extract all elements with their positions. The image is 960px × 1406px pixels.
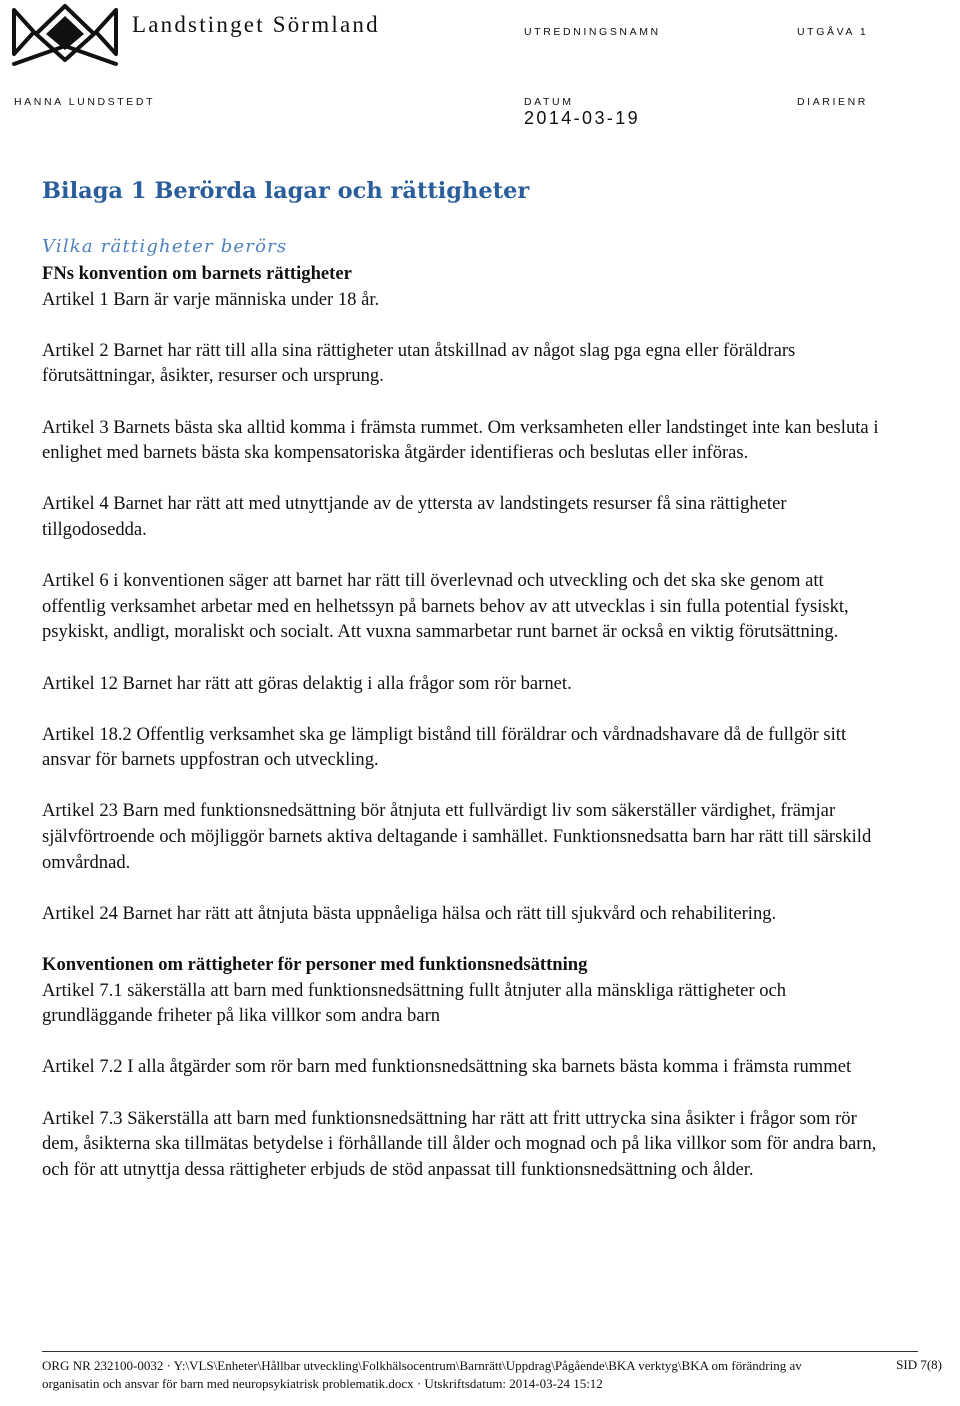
footer-document-info: ORG NR 232100-0032 · Y:\VLS\Enheter\Hållbar utveckling\Folkhälsocentrum\Barnrätt\Uppdrag\Pågående\BKA verktyg\BKA om förändring av organisatin och ansvar för barn med neuropsykiatrisk problematik.docx · Utskriftsdatum: 2014-03-24 15:12 xyxy=(42,1358,802,1391)
paragraph-artikel-1: Artikel 1 Barn är varje människa under 18 år. xyxy=(42,288,380,310)
utredningsnamn-label: UTREDNINGSNAMN xyxy=(524,26,661,38)
landstinget-logo-icon xyxy=(8,2,122,74)
paragraph-artikel-3: Artikel 3 Barnets bästa ska alltid komma i främsta rummet. Om verksamheten eller landstinget inte kan besluta i enlighet med barnets bästa ska kompensatoriska åtgärder identifieras och beslutas eller införas. xyxy=(42,416,879,464)
paragraph-artikel-24: Artikel 24 Barnet har rätt att åtnjuta bästa uppnåeliga hälsa och rätt till sjukvård och rehabilitering. xyxy=(42,902,777,924)
paragraph-artikel-4: Artikel 4 Barnet har rätt att med utnyttjande av de yttersta av landstingets resurser få sina rättigheter tillgodosedda. xyxy=(42,493,787,540)
page-number: SID 7(8) xyxy=(896,1357,942,1372)
document-date: 2014-03-19 xyxy=(524,108,641,128)
diarienr-label: DIARIENR xyxy=(797,96,868,108)
document-body xyxy=(42,261,892,1182)
section-heading-barnkonventionen: FNs konvention om barnets rättigheter xyxy=(42,263,352,284)
paragraph-artikel-7-2: Artikel 7.2 I alla åtgärder som rör barn med funktionsnedsättning ska barnets bästa komma i främsta rummet xyxy=(42,1056,852,1078)
paragraph-artikel-6: Artikel 6 i konventionen säger att barnet har rätt till överlevnad och utveckling och det ska ske genom att offentlig verksamhet arbetar med en helhetssyn på barnets behov av att utvecklas i sin fulla potential fysiskt, psykiskt, andligt, moraliskt och socialt. Att vuxna sammarbetar runt barnet är också en viktig förutsättning. xyxy=(42,570,849,643)
paragraph-artikel-12: Artikel 12 Barnet har rätt att göras delaktig i alla frågor som rör barnet. xyxy=(42,672,572,694)
document-title: Bilaga 1 Berörda lagar och rättigheter xyxy=(42,178,530,204)
paragraph-artikel-18-2: Artikel 18.2 Offentlig verksamhet ska ge lämpligt bistånd till föräldrar och vårdnadshavare då de fullgör sitt ansvar för barnets uppfostran och utveckling. xyxy=(42,723,847,771)
section-heading-funktionsrattskonventionen: Konventionen om rättigheter för personer med funktionsnedsättning xyxy=(42,954,588,976)
datum-label: DATUM xyxy=(524,96,574,108)
footer-divider xyxy=(42,1351,918,1352)
paragraph-artikel-23: Artikel 23 Barn med funktionsnedsättning bör åtnjuta ett fullvärdigt liv som säkerställer värdighet, främjar självförtroende och möjliggör barnets aktiva deltagande i samhället. Funktionsnedsatta barn har rätt till särskild omvårdnad. xyxy=(42,800,872,873)
author-name: HANNA LUNDSTEDT xyxy=(14,96,156,108)
paragraph-artikel-7-3: Artikel 7.3 Säkerställa att barn med funktionsnedsättning har rätt att fritt uttrycka sina åsikter i frågor som rör dem, åsikterna ska tillmätas betydelse i förhållande till ålder och mognad och på lika villkor som för andra barn, och för att utnyttja dessa rättigheter erbjuds de stöd anpassat till funktionsnedsättning och ålder. xyxy=(42,1107,877,1180)
utgava-label: UTGÅVA 1 xyxy=(797,26,869,38)
organization-name: Landstinget Sörmland xyxy=(132,12,380,37)
document-subtitle: Vilka rättigheter berörs xyxy=(42,236,288,257)
paragraph-artikel-7-1: Artikel 7.1 säkerställa att barn med funktionsnedsättning fullt åtnjuter alla mänskliga rättigheter och grundläggande friheter på lika villkor som andra barn xyxy=(42,979,787,1027)
paragraph-artikel-2: Artikel 2 Barnet har rätt till alla sina rättigheter utan åtskillnad av något slag pga egna eller föräldrars förutsättningar, åsikter, resurser och ursprung. xyxy=(42,339,796,387)
